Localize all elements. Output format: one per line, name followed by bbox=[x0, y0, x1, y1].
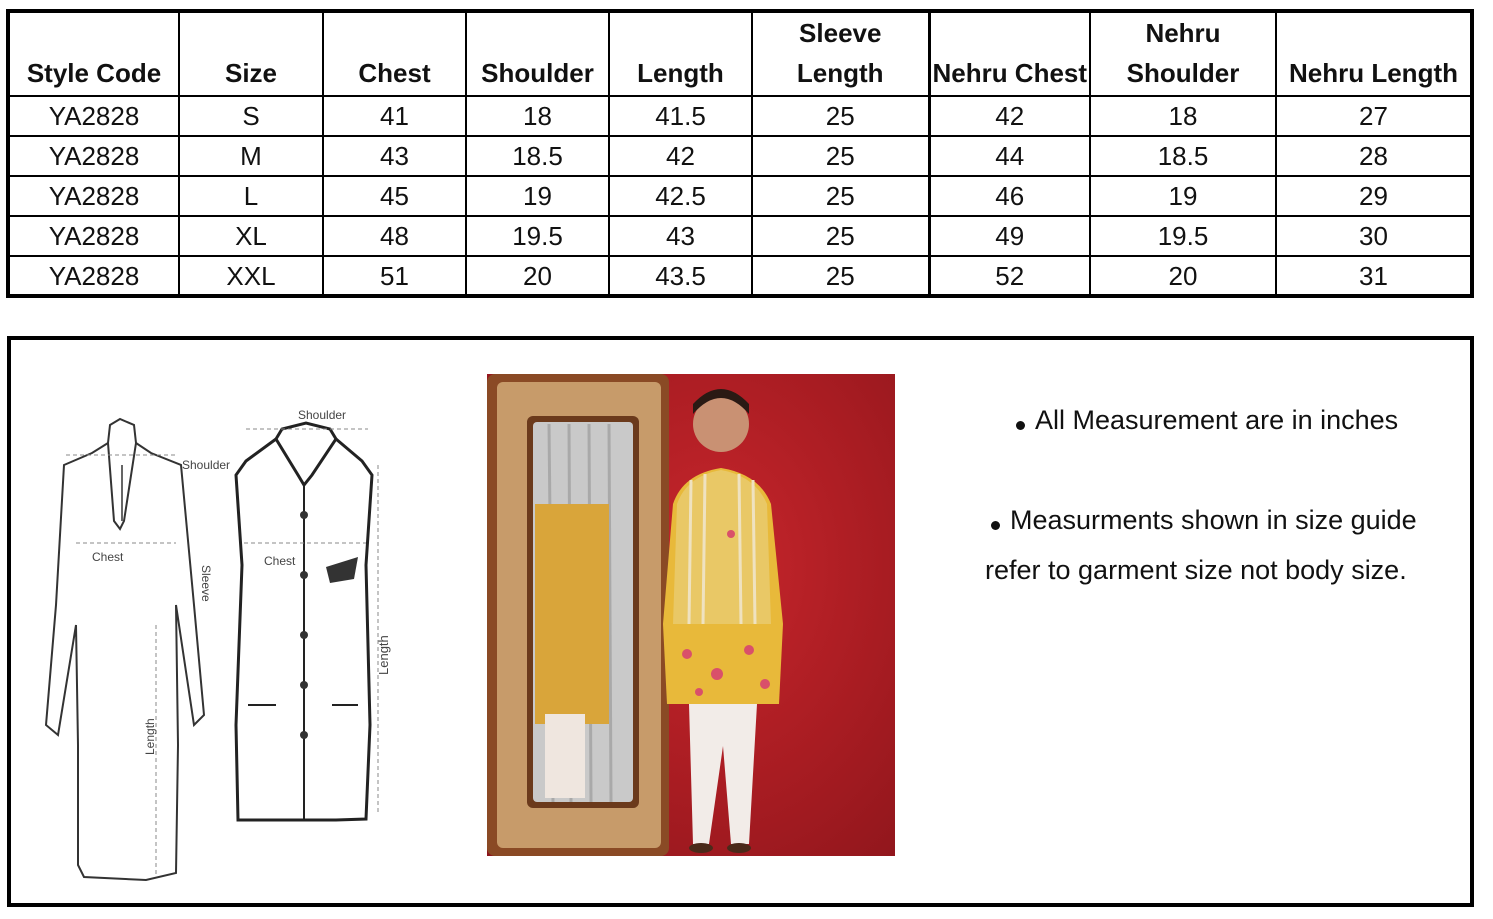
table-row bbox=[10, 136, 1470, 176]
jacket-chest-label: Chest bbox=[264, 554, 296, 568]
cell-nehru-shoulder: 19.5 bbox=[1090, 216, 1276, 256]
cell-size: S bbox=[179, 96, 323, 136]
cell-sleeve-length: 25 bbox=[752, 176, 929, 216]
note-garment-size bbox=[971, 495, 1441, 595]
jacket-collar bbox=[276, 423, 336, 485]
cell-style-code: YA2828 bbox=[10, 96, 179, 136]
table-row bbox=[10, 96, 1470, 136]
cell-size: XXL bbox=[179, 256, 323, 295]
cell-nehru-length: 31 bbox=[1276, 256, 1470, 295]
cell-size: L bbox=[179, 176, 323, 216]
header-length: Length bbox=[609, 13, 752, 96]
cell-shoulder: 18 bbox=[466, 96, 609, 136]
table-header-row bbox=[10, 13, 1470, 96]
note-2-line-2: refer to garment size not body size. bbox=[985, 555, 1407, 585]
header-shoulder: Shoulder bbox=[466, 13, 609, 96]
size-guide-panel bbox=[7, 336, 1474, 907]
kurta-shoulder-label: Shoulder bbox=[182, 458, 231, 472]
cell-size: M bbox=[179, 136, 323, 176]
size-table bbox=[10, 13, 1470, 295]
cell-sleeve-length: 25 bbox=[752, 216, 929, 256]
bullet-icon bbox=[991, 521, 1000, 530]
garment-sketch-svg bbox=[36, 408, 426, 895]
cell-nehru-chest: 44 bbox=[929, 136, 1090, 176]
size-chart-table bbox=[6, 9, 1474, 298]
cell-chest: 41 bbox=[323, 96, 466, 136]
cell-shoulder: 19 bbox=[466, 176, 609, 216]
cell-nehru-chest: 52 bbox=[929, 256, 1090, 295]
cell-style-code: YA2828 bbox=[10, 256, 179, 295]
measurement-notes bbox=[971, 395, 1441, 595]
cell-shoulder: 18.5 bbox=[466, 136, 609, 176]
cell-sleeve-length: 25 bbox=[752, 96, 929, 136]
model-photo-illustration bbox=[487, 374, 895, 856]
note-1-text: All Measurement are in inches bbox=[1035, 405, 1399, 435]
cell-chest: 45 bbox=[323, 176, 466, 216]
model-photo bbox=[487, 374, 895, 856]
cell-nehru-chest: 49 bbox=[929, 216, 1090, 256]
table-row bbox=[10, 176, 1470, 216]
kurta-chest-label: Chest bbox=[92, 550, 124, 564]
cell-nehru-shoulder: 20 bbox=[1090, 256, 1276, 295]
cell-sleeve-length: 25 bbox=[752, 136, 929, 176]
cell-nehru-shoulder: 18.5 bbox=[1090, 136, 1276, 176]
cell-length: 41.5 bbox=[609, 96, 752, 136]
header-style-code: Style Code bbox=[10, 13, 179, 96]
cell-style-code: YA2828 bbox=[10, 216, 179, 256]
header-chest: Chest bbox=[323, 13, 466, 96]
cell-chest: 51 bbox=[323, 256, 466, 295]
header-size: Size bbox=[179, 13, 323, 96]
cell-length: 43 bbox=[609, 216, 752, 256]
header-nehru-shoulder: Nehru Shoulder bbox=[1090, 13, 1276, 96]
model-jacket bbox=[673, 470, 771, 624]
note-2-line-1: Measurments shown in size guide bbox=[1010, 505, 1417, 535]
table-row bbox=[10, 256, 1470, 295]
cell-style-code: YA2828 bbox=[10, 176, 179, 216]
note-measurement-unit bbox=[971, 395, 1441, 445]
cell-size: XL bbox=[179, 216, 323, 256]
cell-chest: 48 bbox=[323, 216, 466, 256]
jacket-shoulder-label: Shoulder bbox=[298, 408, 347, 422]
jacket-length-label: Length bbox=[376, 635, 391, 675]
cell-length: 42.5 bbox=[609, 176, 752, 216]
measurement-diagram bbox=[36, 408, 426, 895]
header-nehru-length: Nehru Length bbox=[1276, 13, 1470, 96]
cell-sleeve-length: 25 bbox=[752, 256, 929, 295]
cell-length: 43.5 bbox=[609, 256, 752, 295]
bullet-icon bbox=[1016, 421, 1025, 430]
cell-length: 42 bbox=[609, 136, 752, 176]
kurta-sleeve-label: Sleeve bbox=[199, 565, 213, 602]
cell-nehru-length: 28 bbox=[1276, 136, 1470, 176]
cell-nehru-length: 27 bbox=[1276, 96, 1470, 136]
cell-chest: 43 bbox=[323, 136, 466, 176]
cell-style-code: YA2828 bbox=[10, 136, 179, 176]
table-row bbox=[10, 216, 1470, 256]
cell-nehru-shoulder: 19 bbox=[1090, 176, 1276, 216]
model-pants bbox=[689, 704, 757, 844]
cell-nehru-chest: 42 bbox=[929, 96, 1090, 136]
cell-nehru-length: 30 bbox=[1276, 216, 1470, 256]
cell-nehru-length: 29 bbox=[1276, 176, 1470, 216]
kurta-length-label: Length bbox=[143, 718, 157, 755]
cell-nehru-shoulder: 18 bbox=[1090, 96, 1276, 136]
header-nehru-chest: Nehru Chest bbox=[929, 13, 1090, 96]
cell-shoulder: 19.5 bbox=[466, 216, 609, 256]
header-sleeve-length: Sleeve Length bbox=[752, 13, 929, 96]
cell-shoulder: 20 bbox=[466, 256, 609, 295]
cell-nehru-chest: 46 bbox=[929, 176, 1090, 216]
